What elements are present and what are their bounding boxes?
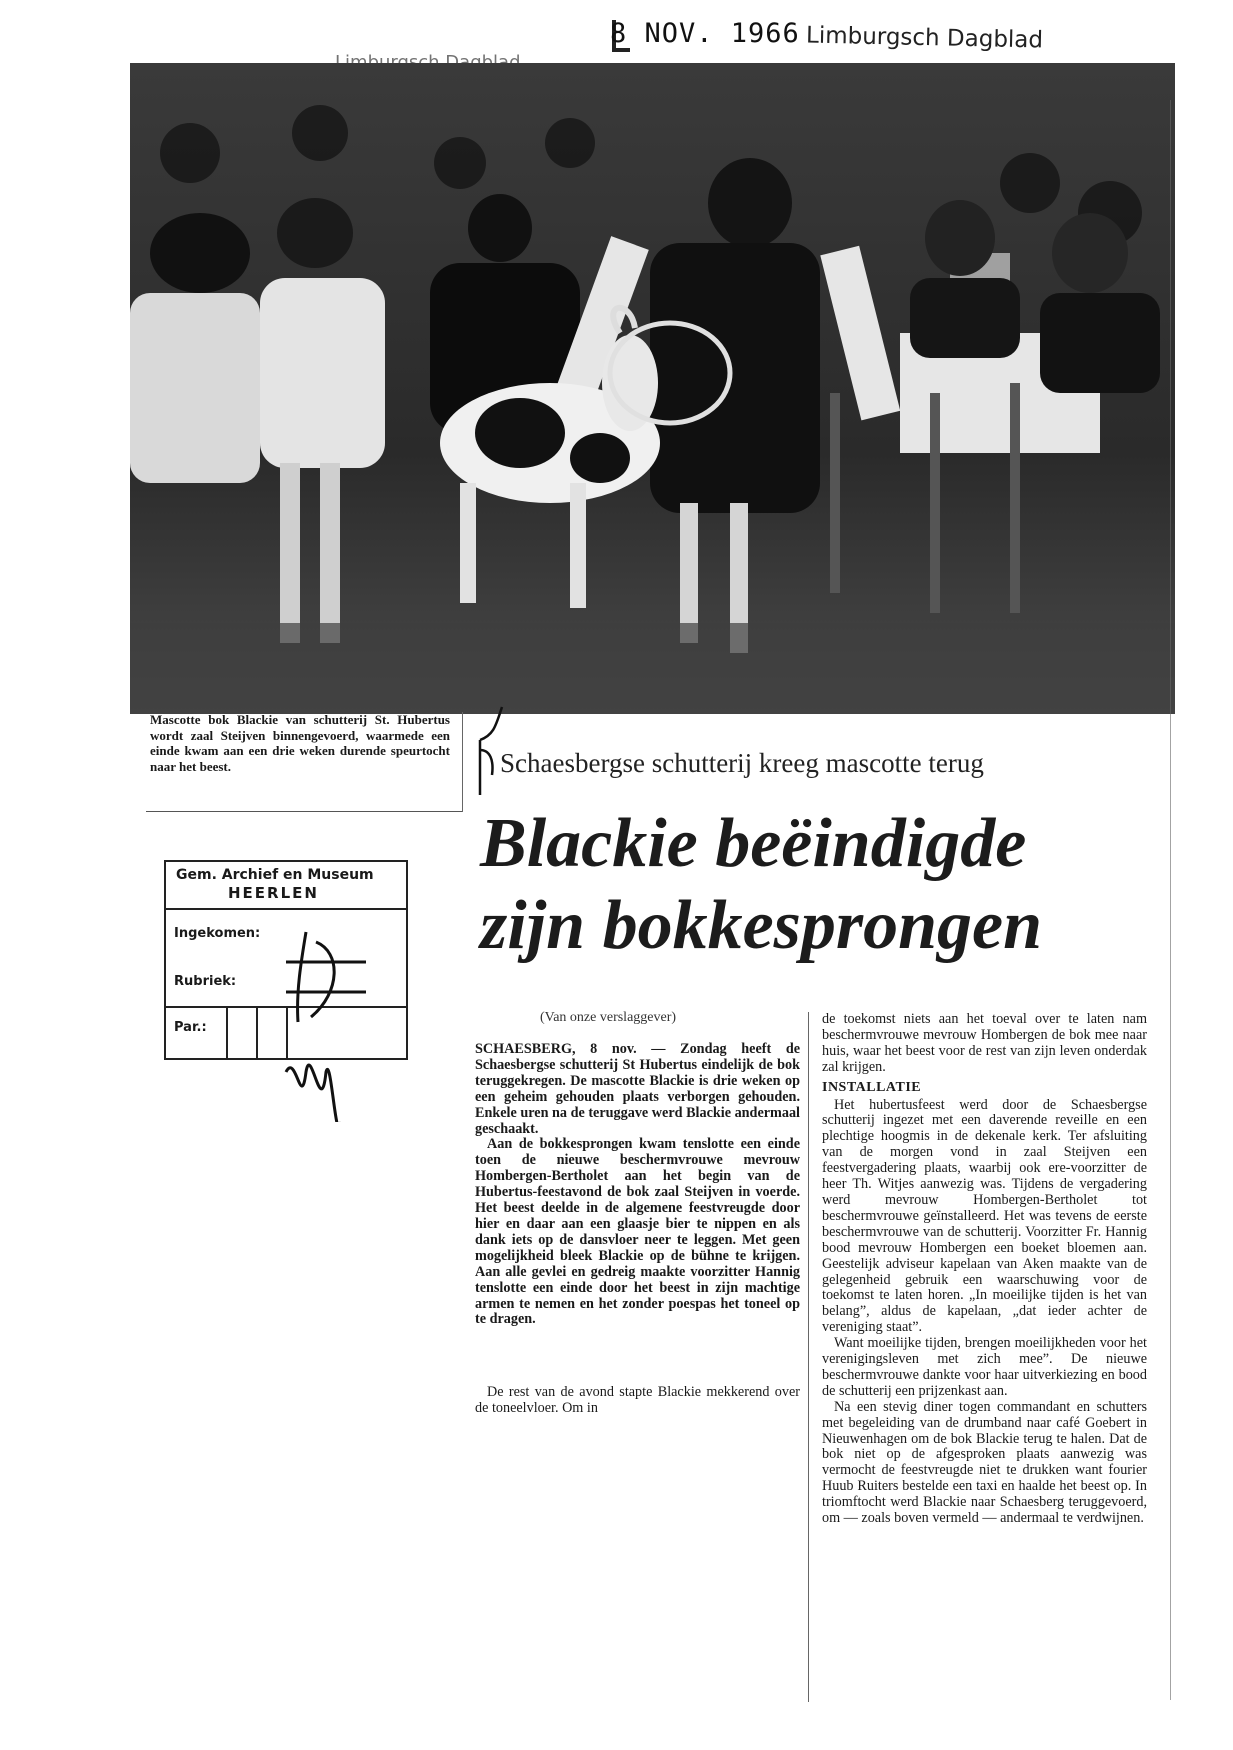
divider	[146, 811, 462, 812]
handwritten-signature-icon	[246, 922, 426, 1122]
article-kicker: Schaesbergse schutterij kreeg mascotte terug	[500, 748, 984, 778]
news-photo	[130, 63, 1175, 714]
newspaper-source: Limburgsch Dagblad	[805, 22, 1044, 54]
article-column-2	[822, 1012, 1147, 1527]
article-subheading: INSTALLATIE	[822, 1079, 922, 1095]
headline-line: zijn bokkesprongen	[480, 887, 1043, 964]
stamp-field-par: Par.:	[174, 1020, 207, 1035]
article-paragraph: De rest van de avond stapte Blackie mekkerend over de toneelvloer. Om in	[475, 1384, 800, 1416]
stamp-field-ingekomen: Ingekomen:	[174, 926, 261, 941]
divider	[166, 908, 406, 910]
article-column-1	[475, 1042, 800, 1328]
lead-paragraph	[475, 1042, 800, 1137]
divider	[462, 712, 463, 812]
lead-text: Zondag heeft de Schaesbergse schutterij St Hubertus eindelijk de bok teruggekregen. De mascotte Blackie is drie weken op een geheim gehouden plaats verborgen gehouden. Enkele uren na de teruggave werd Blackie andermaal geschaakt.	[475, 1041, 801, 1137]
dateline: SCHAESBERG, 8 nov. —	[475, 1041, 666, 1057]
article-byline: (Van onze verslaggever)	[540, 1010, 677, 1025]
stamp-city: HEERLEN	[228, 884, 319, 902]
photo-caption: Mascotte bok Blackie van schutterij St. Hubertus wordt zaal Steijven binnengevoerd, waarmede een einde kwam aan een drie weken durende speurtocht naar het beest.	[150, 712, 450, 774]
column-divider	[808, 1012, 809, 1702]
headline-line: Blackie beëindigde	[480, 805, 1027, 882]
article-paragraph: Het hubertusfeest werd door de Schaesbergse schutterij ingezet met een daverende reveille en een plechtige hoogmis in de dekenale kerk. Ter afsluiting van de morgen vond in zaal Steijven een feestvergadering plaats, waarbij ook ere-voorzitter de heer Th. Witjes aanwezig was. Tijdens de vergadering werd mevrouw Hombergen-Bertholet tot beschermvrouwe geïnstalleerd. Het was tevens de eerste beschermvrouwe van de schutterij. Voorzitter Fr. Hannig bood mevrouw Hombergen een boeket bloemen aan. Geestelijk adviseur kapelaan van Aken maakte van de gelegenheid gebruik een waarschuwing voor de toekomst te laten horen. „In moeilijke tijden is het van belang”, aldus de kapelaan, „dat ieder achter de vereniging staat”.	[822, 1096, 1147, 1336]
article-paragraph: Aan de bokkesprongen kwam tenslotte een einde toen de nieuwe beschermvrouwe mevrouw Hombergen-Bertholet aan het begin van de Hubertus-feestavond de bok zaal Steijven in voerde. Het beest deelde in de algemene feestvreugde door hier en daar aan een glaasje bier te nippen en als dank iets op de dansvloer neer te leggen. Met geen mogelijkheid bleek Blackie op de bühne te krijgen. Aan alle gevlei en gedreig maakte voorzitter Hannig tenslotte een einde door het beest in zijn machtige armen te nemen en het zonder poespas het toneel op te dragen.	[475, 1136, 800, 1328]
article-paragraph: de toekomst niets aan het toeval over te laten nam beschermvrouwe mevrouw Hombergen de bok mee naar huis, waar het beest voor de rest van zijn leven onderdak zal krijgen.	[822, 1011, 1147, 1075]
article-column-1-continued	[475, 1385, 800, 1417]
archive-stamp	[164, 860, 408, 1060]
photo-illustration	[130, 63, 1175, 714]
clipping-edge	[1170, 100, 1171, 1700]
divider	[226, 1008, 228, 1058]
article-paragraph: Na een stevig diner togen commandant en schutters met begeleiding van de drumband naar café Goebert in Nieuwenhagen om de bok Blackie terug te halen. Dat de bok niet op de afgesproken plaats aanwezig was vermocht de feestvreugde niet te drukken want fourier Huub Ruiters bestelde een taxi en haalde het beest op. In triomftocht werd Blackie naar Schaesberg teruggevoerd, om — zoals boven vermeld — andermaal te verdwijnen.	[822, 1398, 1147, 1527]
article-paragraph: Want moeilijke tijden, brengen moeilijkheden voor het verenigingsleven met zich mee”. De nieuwe beschermvrouwe dankte voor haar uitverkiezing en bood de schutterij een prijzenkast aan.	[822, 1335, 1147, 1399]
stamp-field-rubriek: Rubriek:	[174, 974, 237, 989]
stamp-archive-name: Gem. Archief en Museum	[176, 867, 374, 883]
article-headline	[480, 803, 1180, 967]
date-stamp: 8 NOV. 1966	[610, 18, 800, 49]
